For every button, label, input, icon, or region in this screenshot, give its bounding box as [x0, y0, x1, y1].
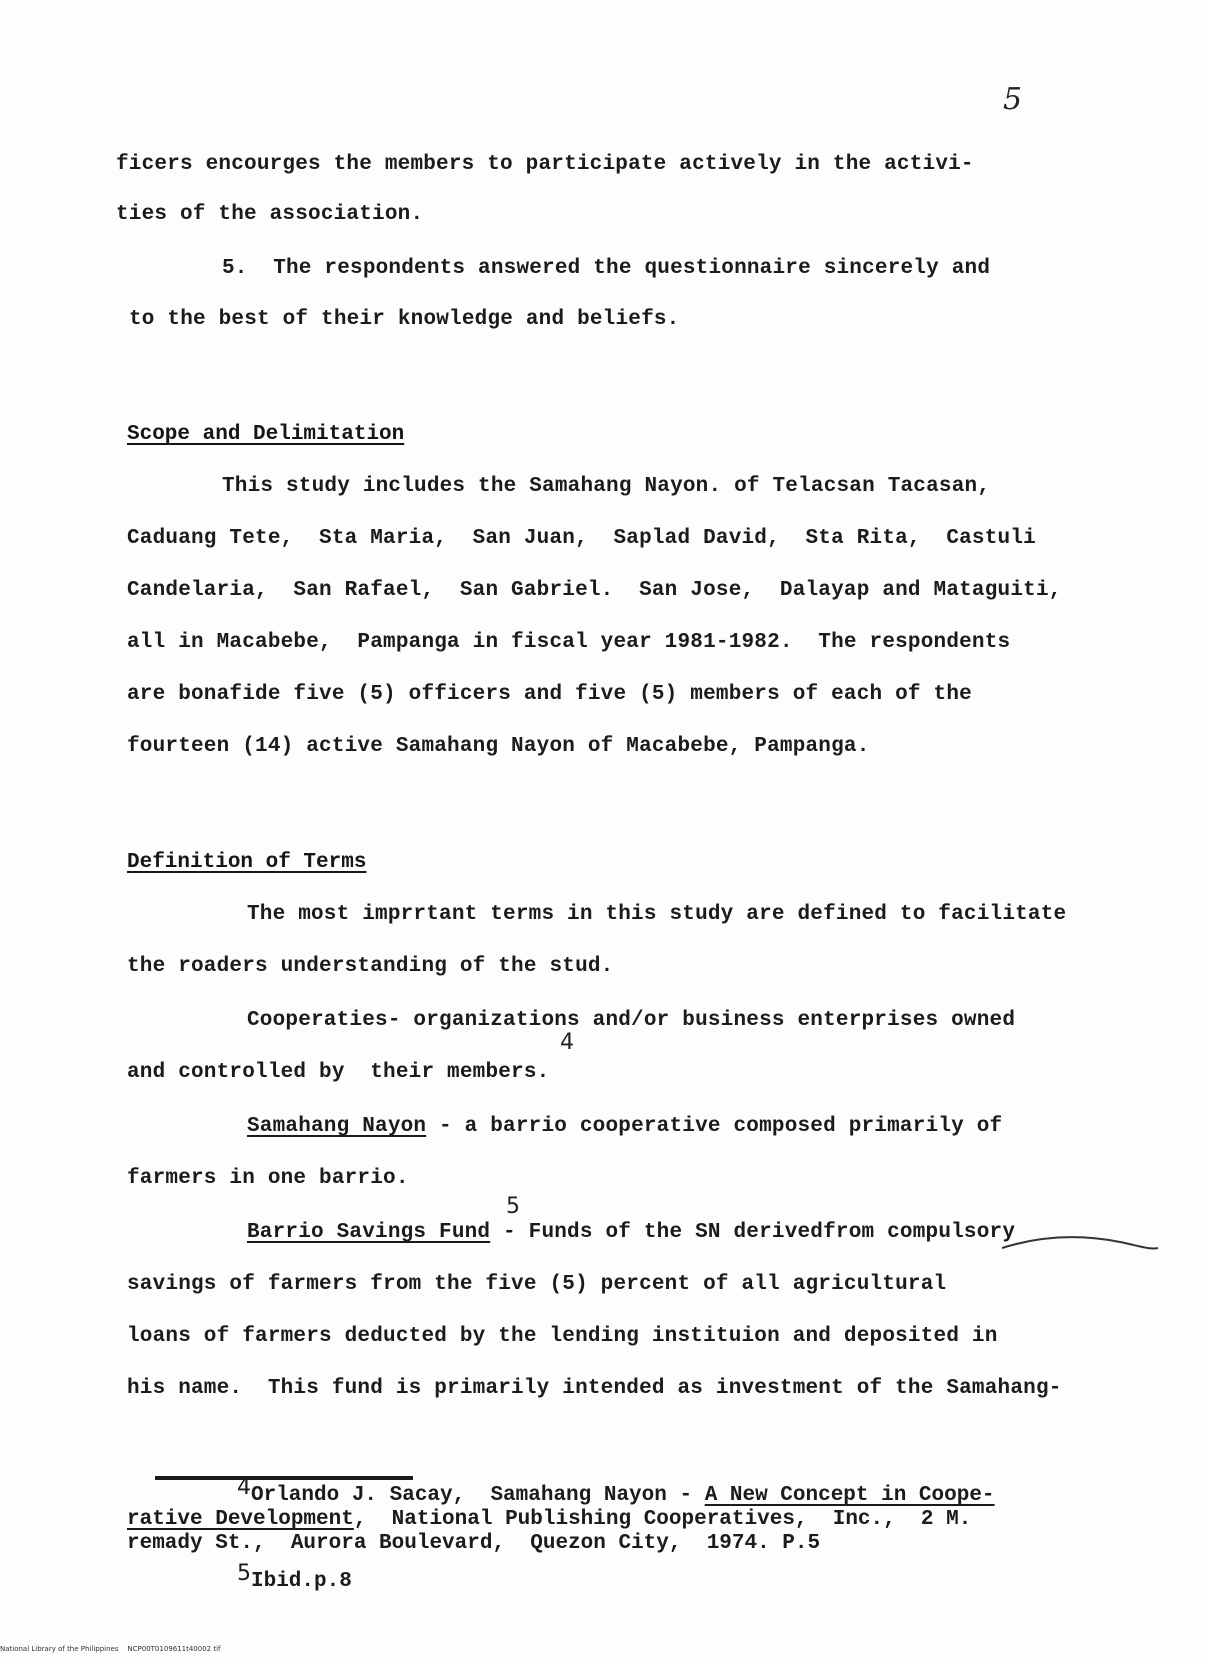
footnote-text: , National Publishing Cooperatives, Inc., 2 M. — [353, 1508, 972, 1531]
pen-stroke — [1000, 1226, 1160, 1266]
term-barrio-savings-fund: Barrio Savings Fund — [247, 1221, 491, 1244]
text-line: This study includes the Samahang Nayon. of Telacsan Tacasan, — [222, 475, 991, 498]
footnote-rule — [155, 1476, 413, 1480]
definition-text: - a barrio cooperative composed primarily of — [426, 1115, 1003, 1138]
footnote-4 — [237, 1475, 995, 1508]
footnote-title: A New Concept in Coope- — [704, 1484, 995, 1507]
definition-samahang-nayon — [247, 1114, 1002, 1140]
text-line: loans of farmers deducted by the lending instituion and deposited in — [127, 1325, 998, 1348]
footnote-text: Ibid.p.8 — [251, 1570, 352, 1593]
text-line: ficers encourges the members to participate actively in the activi- — [116, 153, 974, 176]
assumption-item-5: 5. The respondents answered the questionnaire sincerely and — [222, 257, 991, 280]
text-line: and controlled by their members. — [127, 1061, 550, 1084]
text-line: all in Macabebe, Pampanga in fiscal year 1981-1982. The respondents — [127, 631, 1011, 654]
text-line: ties of the association. — [116, 203, 424, 226]
section-heading-definitions: Definition of Terms — [127, 851, 367, 874]
text-line: Candelaria, San Rafael, San Gabriel. San Jose, Dalayap and Mataguiti, — [127, 579, 1062, 602]
footnote-4-line3: remady St., Aurora Boulevard, Quezon City, 1974. P.5 — [127, 1532, 821, 1555]
footnote-text: Orlando J. Sacay, Samahang Nayon - — [251, 1484, 705, 1507]
definition-cooperatives: Cooperaties- organizations and/or business enterprises owned — [247, 1009, 1016, 1032]
footnote-4-line2 — [127, 1508, 971, 1532]
footnote-ref-4: 4 — [560, 1030, 574, 1055]
text-line: are bonafide five (5) officers and five (5) members of each of the — [127, 683, 972, 706]
archive-stamp: National Library of the Philippines NCP00T0109611t40002 tif — [0, 1645, 221, 1653]
text-line: his name. This fund is primarily intended as investment of the Samahang- — [127, 1377, 1062, 1400]
text-line: The most imprrtant terms in this study are defined to facilitate — [247, 903, 1067, 926]
section-heading-scope: Scope and Delimitation — [127, 423, 405, 446]
footnote-ref-5: 5 — [506, 1194, 520, 1219]
definition-text: - Funds of the SN derivedfrom compulsory — [490, 1221, 1016, 1244]
term-samahang-nayon: Samahang Nayon — [247, 1115, 427, 1138]
text-line: the roaders understanding of the stud. — [127, 955, 614, 978]
footnote-mark: 5 — [237, 1561, 251, 1586]
text-line: farmers in one barrio. — [127, 1167, 409, 1190]
page-number: 5 — [1003, 82, 1023, 117]
definition-barrio-savings-fund — [247, 1220, 1015, 1246]
text-line: to the best of their knowledge and beliefs. — [129, 308, 680, 331]
footnote-title: rative Development — [127, 1508, 354, 1531]
text-line: fourteen (14) active Samahang Nayon of Macabebe, Pampanga. — [127, 735, 870, 758]
footnote-mark: 4 — [237, 1475, 251, 1500]
text-line: Caduang Tete, Sta Maria, San Juan, Saplad David, Sta Rita, Castuli — [127, 527, 1036, 550]
footnote-5 — [237, 1561, 352, 1594]
text-line: savings of farmers from the five (5) percent of all agricultural — [127, 1273, 947, 1296]
